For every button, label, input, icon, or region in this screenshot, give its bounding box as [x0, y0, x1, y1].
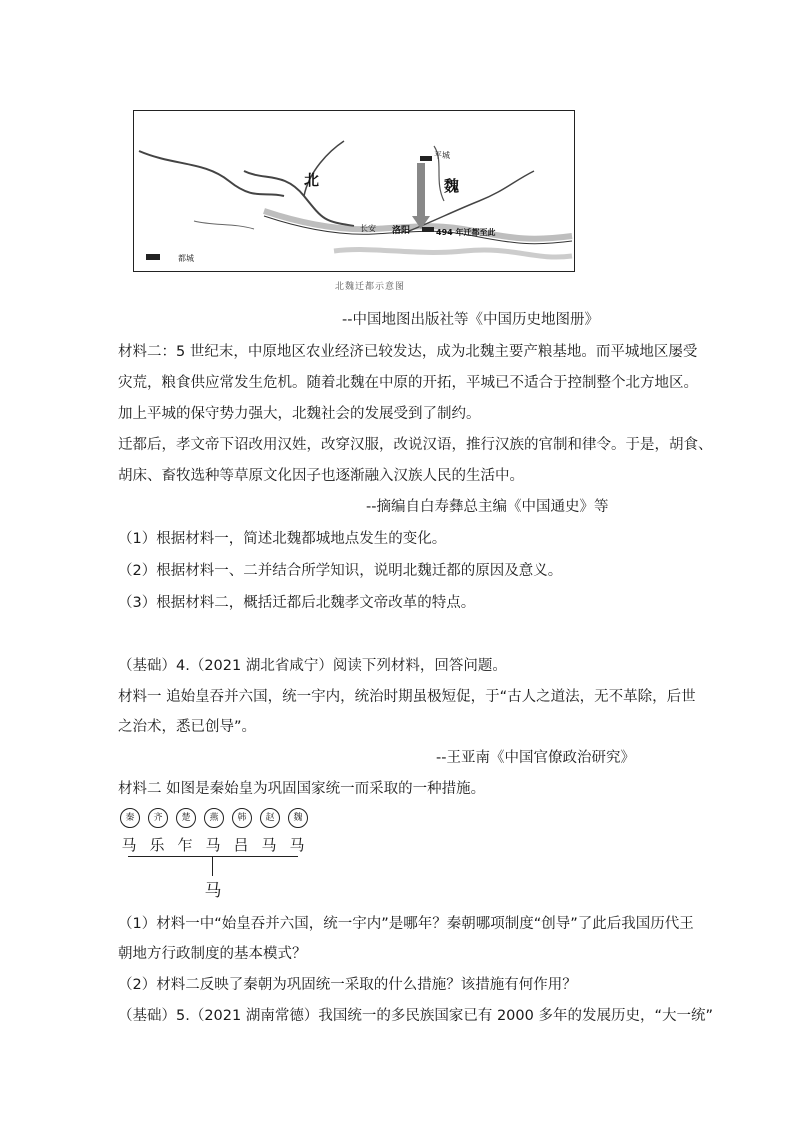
map-label-pingcheng: 平城 [434, 151, 450, 160]
variant-zhao: 马 [261, 836, 277, 854]
problem4-material1-line2: 之治术，悉已创导”。 [118, 719, 257, 735]
map-label-north: 北 [304, 171, 320, 189]
question3-2: （2）根据材料一、二并结合所学知识，说明北魏迁都的原因及意义。 [118, 563, 563, 579]
material2-line2: 灾荒，粮食供应常发生危机。随着北魏在中原的开拓，平城已不适合于控制整个北方地区。 [118, 375, 698, 391]
problem4-question1-line2: 朝地方行政制度的基本模式？ [118, 946, 307, 962]
state-qin: 秦 [120, 808, 140, 828]
state-chu: 楚 [176, 808, 196, 828]
variant-chu: 乍 [177, 836, 193, 854]
problem4-header: （基础）4.（2021 湖北省咸宁）阅读下列材料，回答问题。 [118, 658, 507, 674]
map-label-wei: 魏 [444, 177, 460, 195]
migration-map [133, 110, 575, 272]
material2-line1: 材料二：5 世纪末，中原地区农业经济已较发达，成为北魏主要产粮基地。而平城地区屡受 [118, 344, 698, 360]
pingcheng-marker [420, 156, 432, 161]
variant-qin: 马 [121, 836, 137, 854]
luoyang-marker [422, 227, 434, 232]
source-general-history: --摘编自白寿彝总主编《中国通史》等 [366, 499, 609, 515]
connector-line [128, 856, 298, 857]
problem5-header: （基础）5.（2021 湖南常德）我国统一的多民族国家已有 2000 多年的发展历史，“大一统” [118, 1008, 713, 1024]
problem4-question1-line1: （1）材料一中“始皇吞并六国，统一宇内”是哪年？秦朝哪项制度“创导”了此后我国历代王 [118, 916, 694, 932]
question3-1: （1）根据材料一，简述北魏都城地点发生的变化。 [118, 531, 447, 547]
script-unification-figure [118, 808, 308, 904]
source-atlas: --中国地图出版社等《中国历史地图册》 [342, 312, 599, 328]
state-yan: 燕 [204, 808, 224, 828]
unified-glyph: 马 [204, 881, 222, 901]
map-drawing [134, 111, 574, 271]
map-migration-note: 494 年迁都至此 [436, 228, 496, 237]
variant-han: 吕 [233, 836, 249, 854]
problem4-question2: （2）材料二反映了秦朝为巩固统一采取的什么措施？该措施有何作用？ [118, 977, 577, 993]
state-zhao: 赵 [260, 808, 280, 828]
variant-wei: 马 [289, 836, 305, 854]
legend-city-icon [146, 254, 160, 260]
map-label-luoyang: 洛阳 [392, 226, 411, 236]
material2-line4: 迁都后，孝文帝下诏改用汉姓，改穿汉服，改说汉语，推行汉族的官制和律令。于是，胡食、 [118, 437, 713, 453]
map-legend-label: 都城 [178, 254, 194, 263]
map-label-changan: 长安 [360, 224, 376, 233]
state-wei: 魏 [288, 808, 308, 828]
variant-qi: 乐 [149, 836, 165, 854]
material2-line3: 加上平城的保守势力强大，北魏社会的发展受到了制约。 [118, 406, 481, 422]
problem4-source: --王亚南《中国官僚政治研究》 [436, 750, 635, 766]
material2-line5: 胡床、畜牧选种等草原文化因子也逐渐融入汉族人民的生活中。 [118, 468, 524, 484]
connector-stem [212, 856, 213, 876]
state-qi: 齐 [148, 808, 168, 828]
map-caption: 北魏迁都示意图 [334, 282, 405, 292]
problem4-material2: 材料二 如图是秦始皇为巩固国家统一而采取的一种措施。 [118, 781, 486, 797]
variant-yan: 马 [205, 836, 221, 854]
question3-3: （3）根据材料二，概括迁都后北魏孝文帝改革的特点。 [118, 595, 476, 611]
state-han: 韩 [232, 808, 252, 828]
problem4-material1-line1: 材料一 追始皇吞并六国，统一宇内，统治时期虽极短促，于“古人之道法，无不革除，后世 [118, 689, 696, 705]
